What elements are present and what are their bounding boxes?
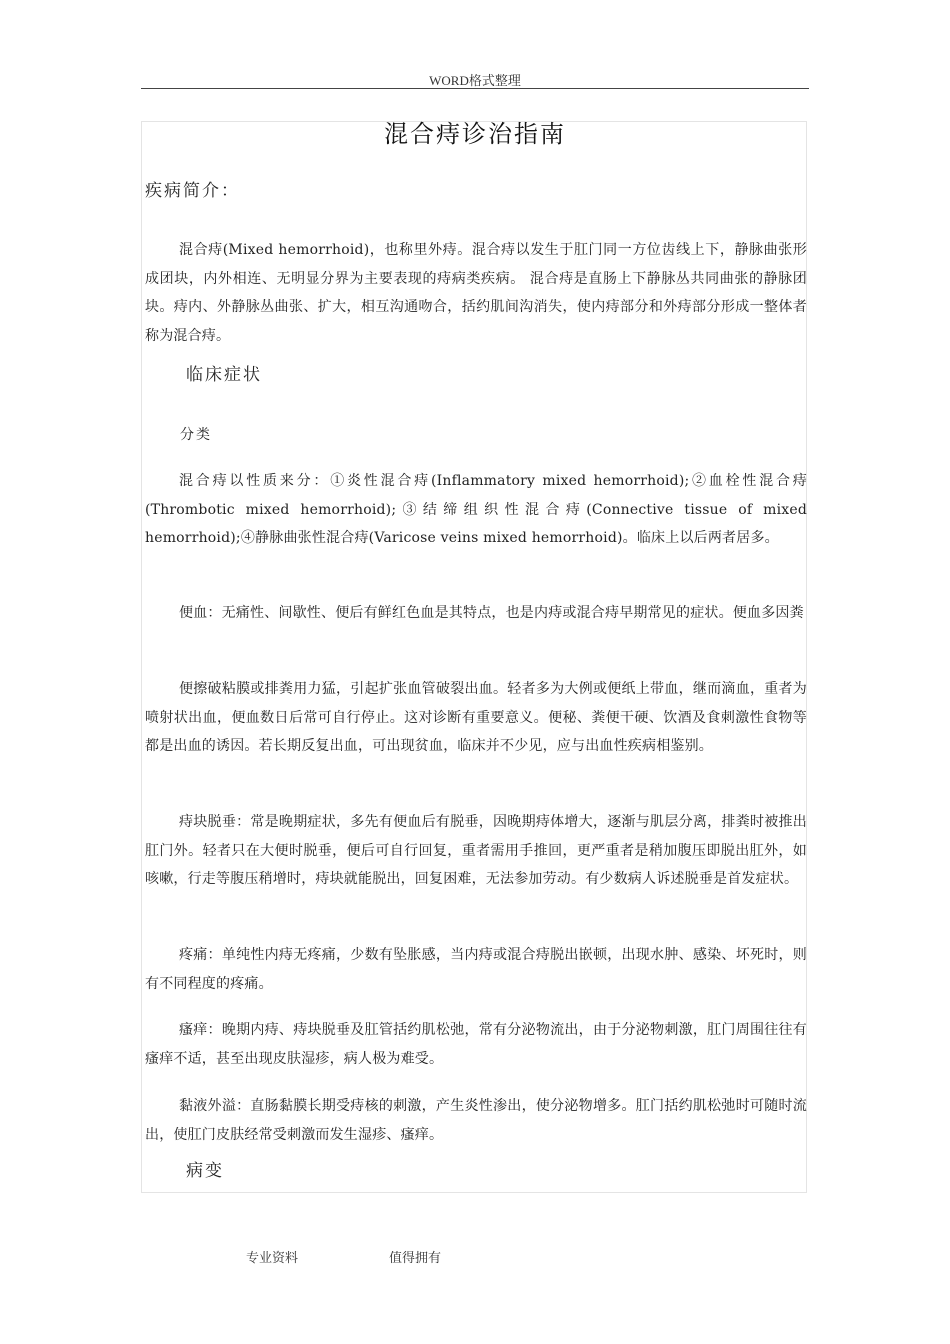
page-header: WORD格式整理 bbox=[429, 73, 521, 88]
section-heading-pathology: 病变 bbox=[186, 1161, 224, 1181]
paragraph-classification: 混合痔以性质来分：①炎性混合痔(Inflammatory mixed hemorrhoid);②血栓性混合痔(Thrombotic mixed hemorrhoid);③结缔组织性混合痔(Connective tissue of mixed hemorrhoid);④静脉曲张性混合痔(Varicose veins mixed hemorrhoid)。临床上以后两者居多。 bbox=[145, 473, 807, 547]
paragraph-bleeding: 便血：无痛性、间歇性、便后有鲜红色血是其特点，也是内痔或混合痔早期常见的症状。便血多因粪 bbox=[179, 605, 804, 621]
paragraph-bleeding-continued: 便擦破粘膜或排粪用力猛，引起扩张血管破裂出血。轻者多为大例或便纸上带血，继而滴血，重者为喷射状出血，便血数日后常可自行停止。这对诊断有重要意义。便秘、粪便干硬、饮酒及食刺激性食物等都是出血的诱因。若长期反复出血，可出现贫血，临床并不少见，应与出血性疾病相鉴别。 bbox=[145, 681, 807, 755]
paragraph-prolapse: 痔块脱垂：常是晚期症状，多先有便血后有脱垂，因晚期痔体增大，逐渐与肌层分离，排粪时被推出肛门外。轻者只在大便时脱垂，便后可自行回复，重者需用手推回，更严重者是稍加腹压即脱出肛外，如咳嗽，行走等腹压稍增时，痔块就能脱出，回复困难，无法参加劳动。有少数病人诉述脱垂是首发症状。 bbox=[145, 814, 807, 888]
paragraph-mucus: 黏液外溢：直肠黏膜长期受痔核的刺激，产生炎性渗出，使分泌物增多。肛门括约肌松弛时可随时流出，使肛门皮肤经常受刺激而发生湿疹、瘙痒。 bbox=[145, 1098, 807, 1143]
subheading-classification: 分类 bbox=[180, 427, 212, 443]
section-heading-intro: 疾病简介： bbox=[145, 181, 240, 201]
footer-right-text: 值得拥有 bbox=[389, 1251, 442, 1266]
section-heading-clinical: 临床症状 bbox=[186, 365, 262, 385]
paragraph-pain: 疼痛：单纯性内痔无疼痛，少数有坠胀感，当内痔或混合痔脱出嵌顿，出现水肿、感染、坏死时，则有不同程度的疼痛。 bbox=[145, 947, 807, 992]
document-title: 混合痔诊治指南 bbox=[384, 120, 566, 148]
header-rule bbox=[141, 88, 809, 89]
paragraph-itching: 瘙痒：晚期内痔、痔块脱垂及肛管括约肌松弛，常有分泌物流出，由于分泌物刺激，肛门周围往往有瘙痒不适，甚至出现皮肤湿疹，病人极为难受。 bbox=[145, 1022, 807, 1067]
footer-left-text: 专业资料 bbox=[246, 1251, 299, 1266]
paragraph-intro: 混合痔(Mixed hemorrhoid)，也称里外痔。混合痔以发生于肛门同一方位齿线上下，静脉曲张形成团块，内外相连、无明显分界为主要表现的痔病类疾病。 混合痔是直肠上下静脉丛共同曲张的静脉团块。痔内、外静脉丛曲张、扩大，相互沟通吻合，括约肌间沟消失，使内痔部分和外痔部分形成一整体者称为混合痔。 bbox=[145, 242, 807, 344]
